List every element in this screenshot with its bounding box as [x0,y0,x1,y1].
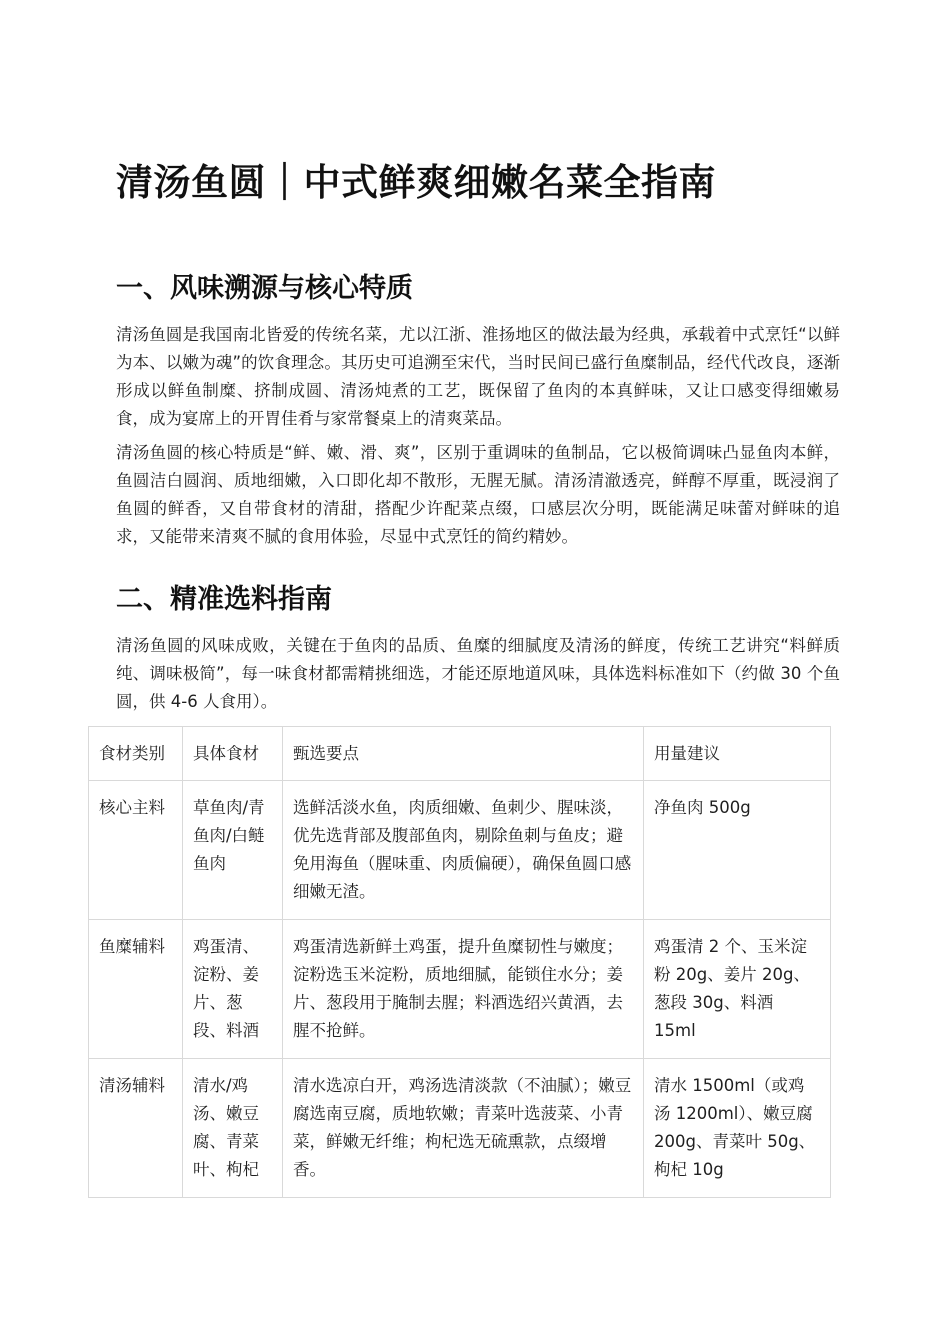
page-title: 清汤鱼圆｜中式鲜爽细嫩名菜全指南 [116,161,716,204]
document-page [116,150,840,716]
table-header-row [89,727,831,781]
cell-selection-points: 鸡蛋清选新鲜土鸡蛋，提升鱼糜韧性与嫩度；淀粉选玉米淀粉，质地细腻，能锁住水分；姜片、葱段用于腌制去腥；料酒选绍兴黄酒，去腥不抢鲜。 [283,920,644,1059]
paragraph-ingredient-intro: 清汤鱼圆的风味成败，关键在于鱼肉的品质、鱼糜的细腻度及清汤的鲜度，传统工艺讲究“料鲜质纯、调味极简”，每一味食材都需精挑细选，才能还原地道风味，具体选料标准如下（约做 30 个鱼圆，供 4-6 人食用）。 [116,636,840,711]
cell-items: 草鱼肉/青鱼肉/白鲢鱼肉 [183,781,283,920]
header-category: 食材类别 [89,727,183,781]
section-heading-ingredient-guide: 二、精准选料指南 [116,584,332,615]
ingredient-table [88,726,831,1198]
ingredient-table-container [88,726,830,1198]
header-amount: 用量建议 [644,727,831,781]
cell-category: 鱼糜辅料 [89,920,183,1059]
paragraph-history: 清汤鱼圆是我国南北皆爱的传统名菜，尤以江浙、淮扬地区的做法最为经典，承载着中式烹饪“以鲜为本、以嫩为魂”的饮食理念。其历史可追溯至宋代，当时民间已盛行鱼糜制品，经代代改良，逐渐形成以鲜鱼制糜、挤制成圆、清汤炖煮的工艺，既保留了鱼肉的本真鲜味，又让口感变得细嫩易食，成为宴席上的开胃佳肴与家常餐桌上的清爽菜品。 [116,325,840,428]
cell-selection-points: 清水选凉白开，鸡汤选清淡款（不油腻）；嫩豆腐选南豆腐，质地软嫩；青菜叶选菠菜、小青菜，鲜嫩无纤维；枸杞选无硫熏款，点缀增香。 [283,1059,644,1198]
cell-amount: 清水 1500ml（或鸡汤 1200ml）、嫩豆腐 200g、青菜叶 50g、枸杞 10g [644,1059,831,1198]
table-row [89,1059,831,1198]
cell-selection-points: 选鲜活淡水鱼，肉质细嫩、鱼刺少、腥味淡，优先选背部及腹部鱼肉，剔除鱼刺与鱼皮；避免用海鱼（腥味重、肉质偏硬），确保鱼圆口感细嫩无渣。 [283,781,644,920]
section-heading-flavor-origin: 一、风味溯源与核心特质 [116,273,413,304]
cell-category: 清汤辅料 [89,1059,183,1198]
paragraph-core-traits: 清汤鱼圆的核心特质是“鲜、嫩、滑、爽”，区别于重调味的鱼制品，它以极简调味凸显鱼肉本鲜，鱼圆洁白圆润、质地细嫩，入口即化却不散形，无腥无腻。清汤清澈透亮，鲜醇不厚重，既浸润了鱼圆的鲜香，又自带食材的清甜，搭配少许配菜点缀，口感层次分明，既能满足味蕾对鲜味的追求，又能带来清爽不腻的食用体验，尽显中式烹饪的简约精妙。 [116,443,840,546]
header-items: 具体食材 [183,727,283,781]
cell-items: 清水/鸡汤、嫩豆腐、青菜叶、枸杞 [183,1059,283,1198]
cell-items: 鸡蛋清、淀粉、姜片、葱段、料酒 [183,920,283,1059]
header-selection-points: 甄选要点 [283,727,644,781]
cell-amount: 净鱼肉 500g [644,781,831,920]
cell-amount: 鸡蛋清 2 个、玉米淀粉 20g、姜片 20g、葱段 30g、料酒 15ml [644,920,831,1059]
cell-category: 核心主料 [89,781,183,920]
table-row [89,920,831,1059]
table-row [89,781,831,920]
